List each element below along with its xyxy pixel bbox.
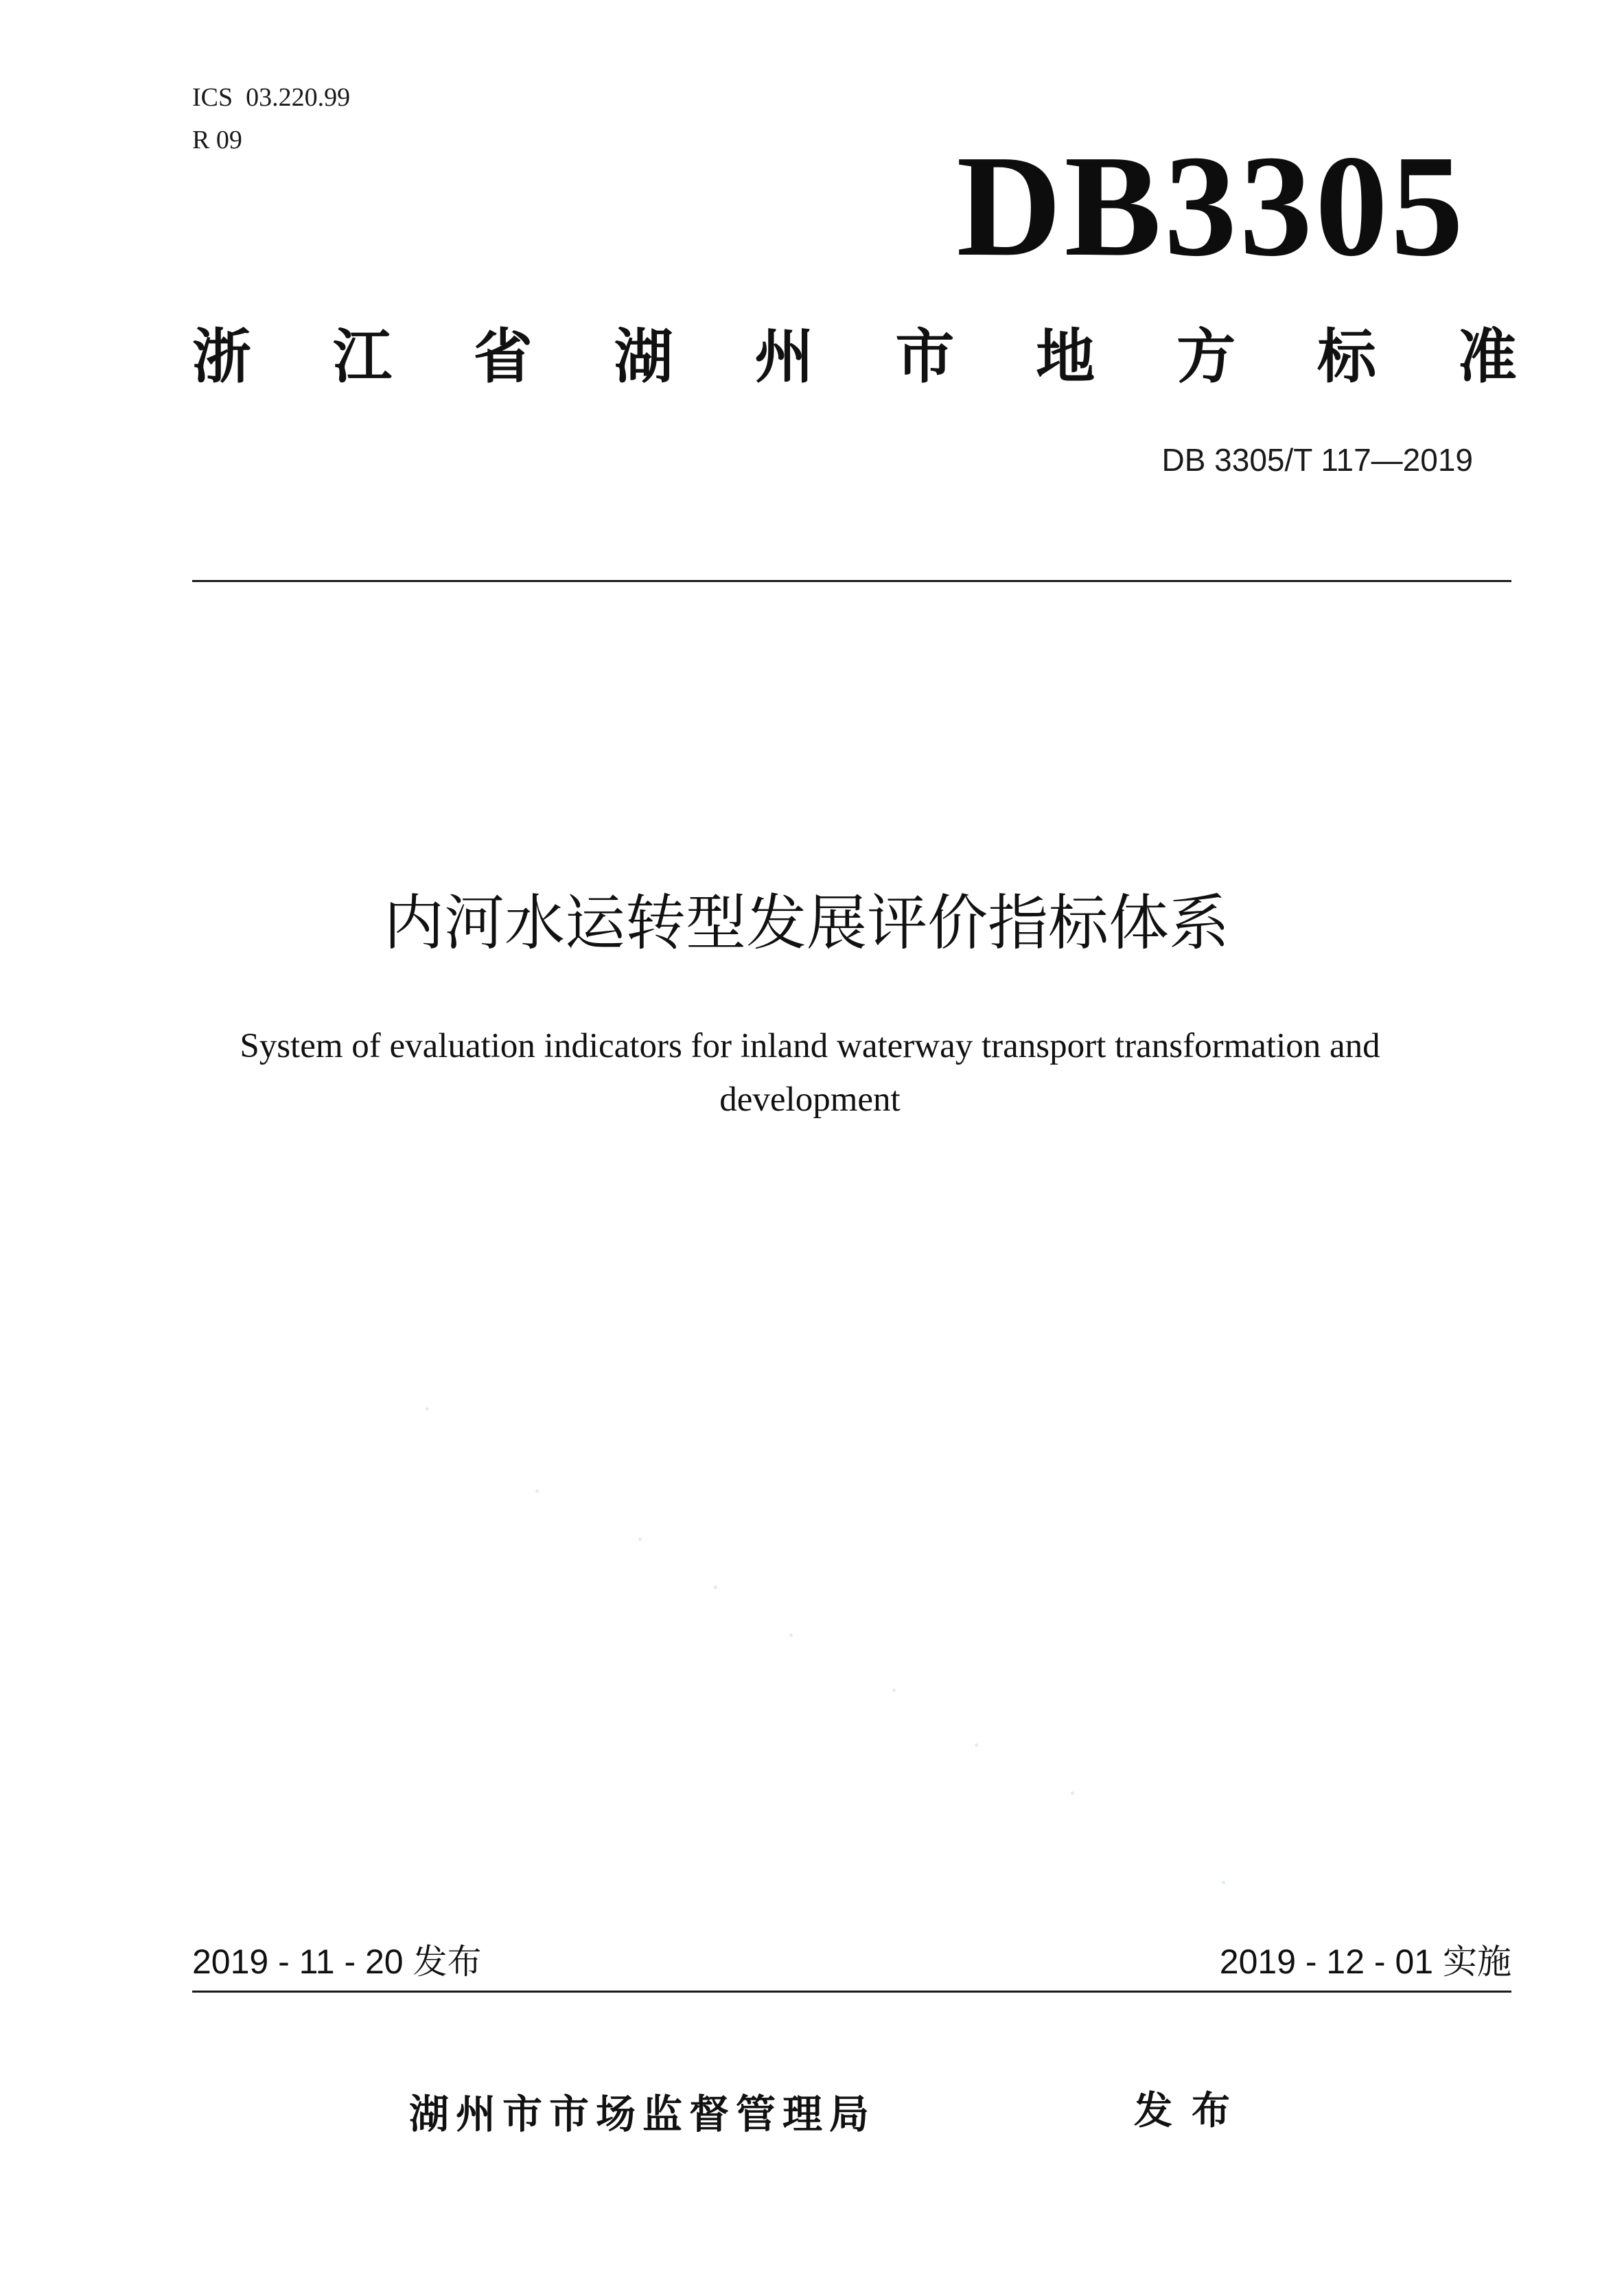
standard-type-char: 湖 [614, 323, 673, 391]
implement-date: 2019 - 12 - 01 实施 [1219, 1943, 1511, 1981]
standard-type-char: 市 [895, 323, 955, 391]
standard-type-char: 州 [754, 323, 814, 391]
title-english-line-1: System of evaluation indicators for inland waterway transport transformation and [240, 1027, 1380, 1065]
standard-type-char: 江 [332, 323, 392, 391]
scan-speck [789, 1634, 793, 1637]
scan-speck [714, 1586, 717, 1589]
scan-speck [1222, 1881, 1225, 1884]
title-english [172, 1019, 1448, 1126]
standard-type-char: 方 [1176, 323, 1236, 391]
scan-speck [535, 1489, 539, 1493]
title-english-line-2: development [719, 1080, 901, 1119]
standard-type-heading [192, 323, 1517, 391]
title-chinese-wrapper [0, 885, 1624, 961]
scan-speck [426, 1407, 429, 1411]
date-divider [192, 1991, 1511, 1993]
scan-speck [975, 1743, 978, 1747]
standard-type-char: 地 [1036, 323, 1095, 391]
date-row [192, 1940, 1511, 1984]
publish-date: 2019 - 11 - 20 发布 [192, 1943, 482, 1981]
standard-type-char: 浙 [192, 323, 251, 391]
header-divider [192, 580, 1511, 582]
standard-number: DB 3305/T 117—2019 [1161, 442, 1473, 478]
ics-code: ICS 03.220.99 [192, 83, 351, 112]
standard-type-char: 省 [473, 323, 533, 391]
scan-speck [638, 1538, 642, 1541]
scan-speck [1071, 1791, 1074, 1795]
standard-type-char: 准 [1457, 323, 1517, 391]
ccs-code: R 09 [192, 126, 242, 154]
title-chinese: 内河水运转型发展评价指标体系 [383, 888, 1229, 958]
issue-label: 发布 [1134, 2089, 1249, 2133]
scan-speck [892, 1689, 896, 1692]
issuing-authority: 湖州市市场监督管理局 [409, 2091, 877, 2137]
standard-type-char: 标 [1317, 323, 1376, 391]
standard-code-logo: DB3305 [956, 125, 1466, 286]
